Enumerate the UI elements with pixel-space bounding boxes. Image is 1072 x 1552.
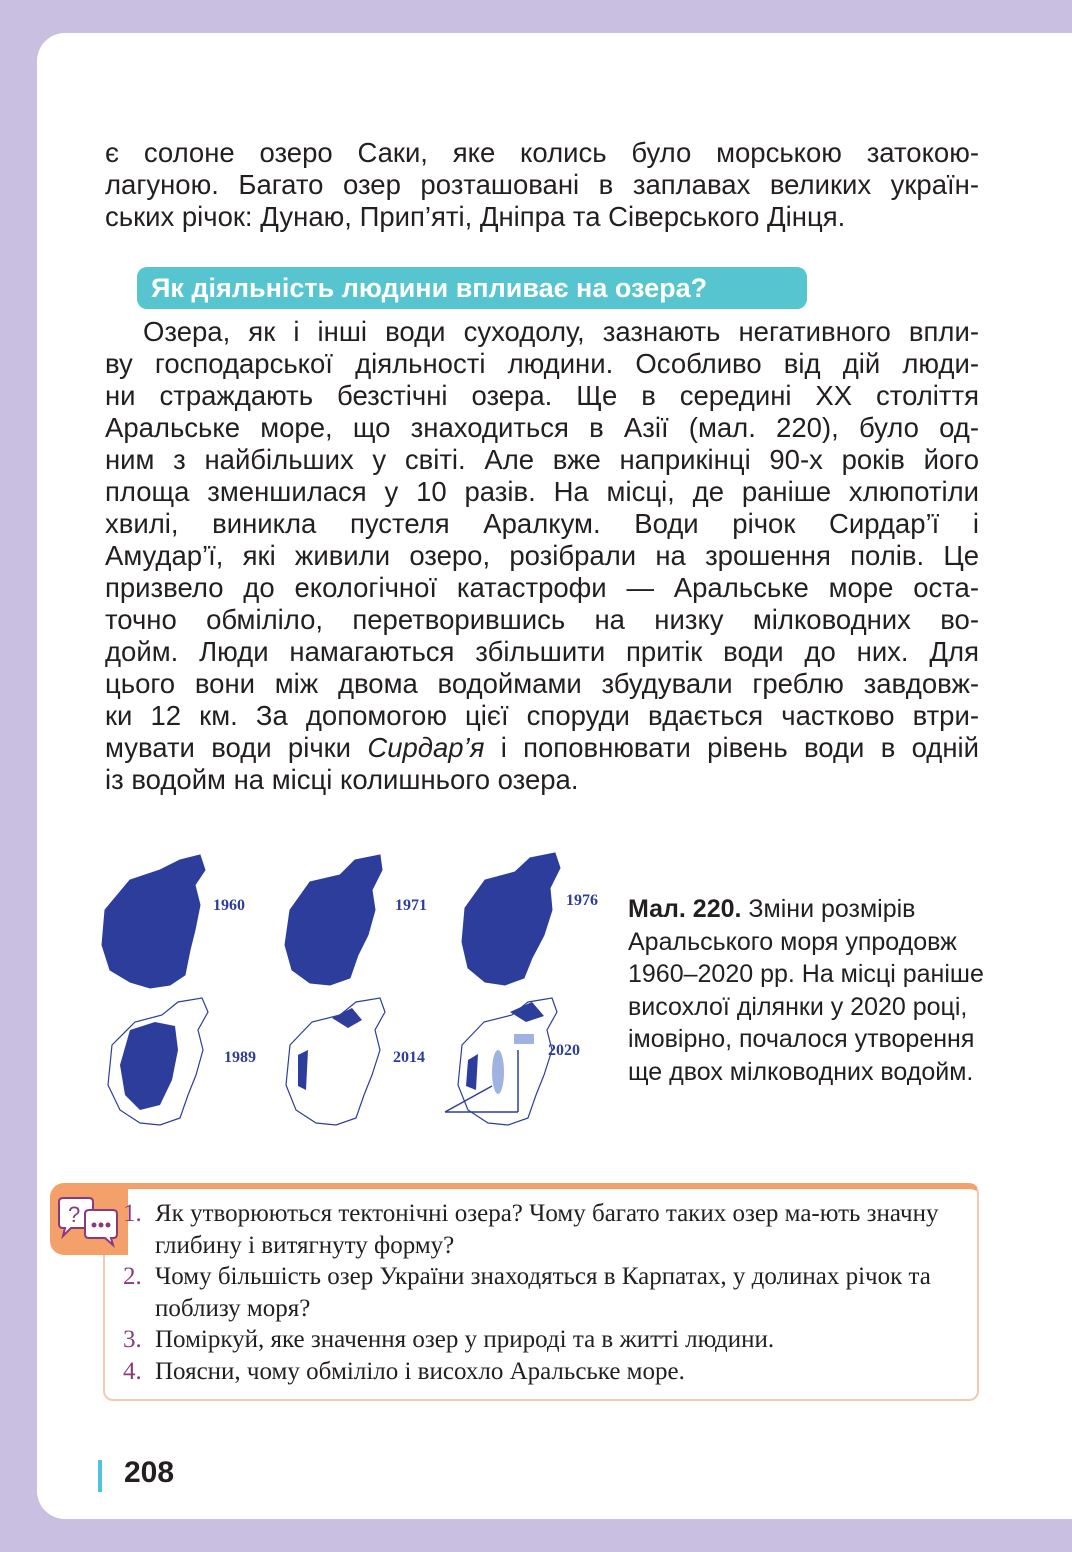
- lake-water-1989: [120, 1022, 178, 1110]
- river-name-italic: Сирдар’я: [367, 732, 485, 763]
- paragraph-top: [105, 137, 979, 233]
- question-item: [123, 1198, 963, 1261]
- aral-sea-maps-figure: [100, 850, 600, 1150]
- text-line: цього вони між двома водоймами збудували греблю завдовж-: [105, 668, 979, 699]
- page-number: 208: [124, 1456, 175, 1489]
- question-item: [123, 1356, 963, 1388]
- lake-map-1976: [462, 853, 560, 985]
- question-item: [123, 1324, 963, 1356]
- question-number: 2.: [123, 1263, 142, 1290]
- year-label-1960: 1960: [213, 897, 245, 914]
- lake-map-1971: [285, 855, 382, 985]
- year-label-1971: 1971: [395, 897, 427, 914]
- caption-label: Мал. 220.: [628, 895, 742, 923]
- question-text: Поясни, чому обміліло і висохло Аральське море.: [155, 1357, 685, 1385]
- lake-water-2020-west: [466, 1054, 478, 1090]
- text-line: є солоне озеро Саки, яке колись було морською затокою-: [105, 137, 979, 168]
- text-line: дойм. Люди намагаються збільшити притік води до них. Для: [105, 636, 979, 667]
- questions-list: [123, 1198, 963, 1387]
- text-line: із водойм на місці колишнього озера.: [105, 764, 579, 795]
- text-segment: і поповнювати рівень води в одній: [484, 732, 980, 763]
- year-label-2020: 2020: [548, 1042, 580, 1059]
- text-line: ки 12 км. За допомогою цієї споруди вдається частково втри-: [105, 700, 979, 731]
- question-number: 1.: [123, 1200, 142, 1227]
- text-line: площа зменшилася у 10 разів. На місці, де раніше хлюпотіли: [105, 476, 979, 507]
- pointer-arrow-a: [445, 1086, 492, 1112]
- page-number-bar: [98, 1460, 102, 1492]
- section-heading: Як діяльність людини впливає на озера?: [137, 267, 807, 309]
- lake-map-1960: [102, 855, 205, 988]
- text-line: Озера, як і інші води суходолу, зазнають негативного впли-: [143, 316, 979, 347]
- text-segment: мувати води річки: [105, 732, 368, 763]
- text-line: ських річок: Дунаю, Прип’яті, Дніпра та Сіверського Дінця.: [105, 201, 846, 232]
- question-number: 4.: [123, 1357, 142, 1385]
- text-line: ни страждають безстічні озера. Ще в середині XX століття: [105, 380, 979, 411]
- text-line: [105, 732, 979, 764]
- svg-text:?: ?: [68, 1202, 81, 1227]
- question-text: Чому більшість озер України знаходяться в Карпатах, у долинах річок та поблизу моря?: [155, 1263, 931, 1322]
- text-line: призвело до екологічної катастрофи — Аральське море оста-: [105, 572, 979, 603]
- text-line: ним з найбільших у світі. Але вже наприкінці 90-х років його: [105, 444, 979, 475]
- text-line: точно обміліло, перетворившись на низку мілководних во-: [105, 604, 979, 635]
- paragraph-main: [105, 316, 979, 796]
- text-line: Амудар’ї, які живили озеро, розібрали на зрошення полів. Це: [105, 540, 979, 571]
- question-text: Як утворюються тектонічні озера? Чому багато таких озер ма-ють значну глибину і витягнуту форму?: [155, 1200, 939, 1259]
- year-label-2014: 2014: [393, 1049, 425, 1066]
- question-text: Поміркуй, яке значення озер у природі та в житті людини.: [155, 1326, 775, 1353]
- lake-water-2014-north: [332, 1008, 362, 1028]
- question-number: 3.: [123, 1326, 142, 1353]
- new-reservoir-2020-b: [514, 1034, 534, 1044]
- year-label-1976: 1976: [566, 892, 598, 909]
- question-item: [123, 1261, 963, 1324]
- caption-text: Зміни розмірів Аральського моря упродовж 1960–2020 рр. На місці раніше висохлої ділянки у 2020 році, імовірно, почалося утворення ще двох мілководних водойм.: [628, 895, 984, 1086]
- figure-caption: [628, 893, 988, 1088]
- text-line: ву господарської діяльності людини. Особливо від дій люди-: [105, 348, 979, 379]
- lake-water-2020-north: [510, 1002, 544, 1022]
- text-line: хвилі, виникла пустеля Аралкум. Води річок Сирдар’ї і: [105, 508, 979, 539]
- question-chat-icon: [55, 1196, 121, 1248]
- text-line: Аральське море, що знаходиться в Азії (мал. 220), було од-: [105, 412, 979, 443]
- year-label-1989: 1989: [224, 1049, 256, 1066]
- new-reservoir-2020-a: [492, 1050, 504, 1094]
- lake-water-2014-west: [298, 1050, 308, 1090]
- text-line: лагуною. Багато озер розташовані в заплавах великих україн-: [105, 169, 979, 200]
